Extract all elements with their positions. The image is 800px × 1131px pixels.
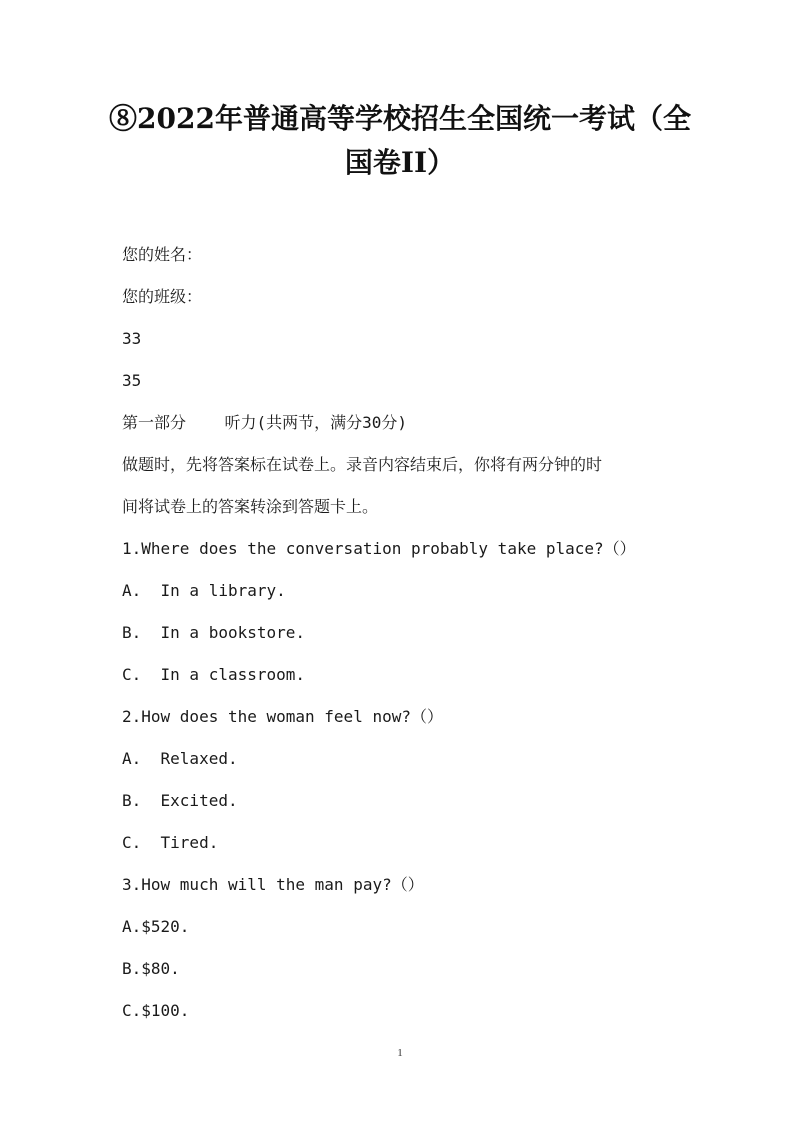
question-1-option-a: A. In a library.: [122, 581, 286, 600]
question-2-option-a: A. Relaxed.: [122, 749, 238, 768]
section-heading: 第一部分 听力(共两节，满分30分): [122, 413, 408, 432]
question-1-option-c: C. In a classroom.: [122, 665, 306, 684]
class-field-label: 您的班级：: [122, 287, 203, 306]
question-1-option-b: B. In a bookstore.: [122, 623, 306, 642]
question-2-option-c: C. Tired.: [122, 833, 219, 852]
exam-title-line-2: 国卷II）: [344, 146, 456, 179]
instruction-line-1: 做题时，先将答案标在试卷上。录音内容结束后，你将有两分钟的时: [122, 455, 603, 474]
page-number: 1: [397, 1047, 403, 1059]
question-1-stem: 1.Where does the conversation probably take place?（）: [122, 539, 636, 558]
number-line-1: 33: [122, 329, 142, 348]
question-3-option-b: B.$80.: [122, 959, 180, 978]
question-2-option-b: B. Excited.: [122, 791, 238, 810]
number-line-2: 35: [122, 371, 142, 390]
question-3-option-c: C.$100.: [122, 1001, 190, 1020]
name-field-label: 您的姓名：: [122, 245, 203, 264]
question-2-stem: 2.How does the woman feel now?（）: [122, 707, 443, 726]
exam-title-line-1: ⑧2022年普通高等学校招生全国统一考试（全: [109, 102, 691, 135]
question-3-option-a: A.$520.: [122, 917, 190, 936]
question-3-stem: 3.How much will the man pay?（）: [122, 875, 424, 894]
instruction-line-2: 间将试卷上的答案转涂到答题卡上。: [122, 497, 379, 516]
